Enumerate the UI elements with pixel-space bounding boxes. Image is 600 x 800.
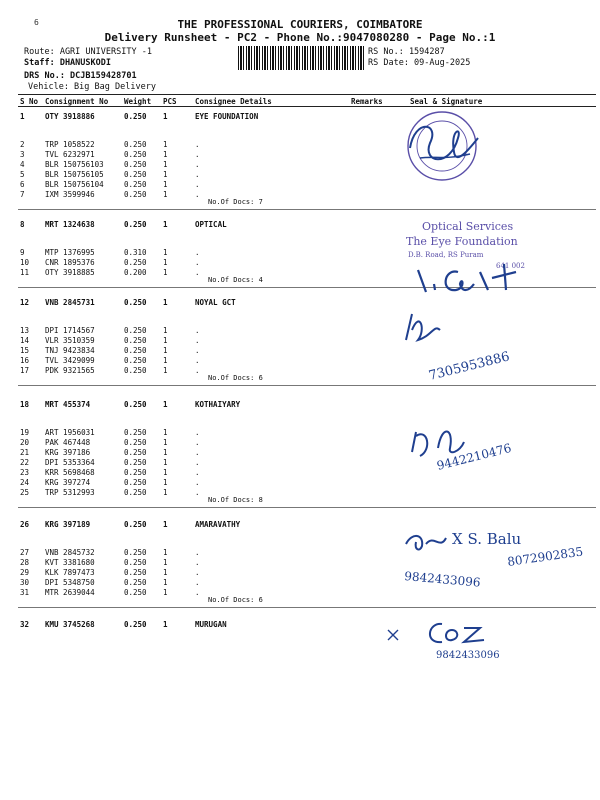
sno-cell: 1 <box>20 112 25 121</box>
vehicle-label: Vehicle: Big Bag Delivery <box>28 82 156 92</box>
consignee-cell: . <box>195 356 200 365</box>
weight-cell: 0.250 <box>124 548 147 557</box>
sno-cell: 21 <box>20 448 30 457</box>
weight-cell: 0.250 <box>124 190 147 199</box>
col-consignee: Consignee Details <box>195 97 272 106</box>
docs-count: No.Of Docs: 6 <box>208 374 263 382</box>
signature-3-phone: 7305953886 <box>427 349 512 384</box>
consignee-cell: . <box>195 588 200 597</box>
consignee-cell: . <box>195 268 200 277</box>
consignee-cell: MURUGAN <box>195 620 227 629</box>
sno-cell: 31 <box>20 588 30 597</box>
rs-date: RS Date: 09-Aug-2025 <box>368 58 471 68</box>
optical-stamp-line3: D.B. Road, RS Puram <box>408 251 484 259</box>
weight-cell: 0.250 <box>124 478 147 487</box>
consignment-cell: MRT 1324638 <box>45 220 95 229</box>
consignee-cell: . <box>195 170 200 179</box>
col-consignment: Consignment No <box>45 97 109 106</box>
consignment-cell: PAK 467448 <box>45 438 91 447</box>
pcs-cell: 1 <box>163 298 168 307</box>
weight-cell: 0.250 <box>124 448 147 457</box>
sno-cell: 20 <box>20 438 30 447</box>
table-row <box>0 190 600 200</box>
consignment-cell: BLR 150756105 <box>45 170 104 179</box>
sno-cell: 3 <box>20 150 25 159</box>
signature-5-name: X S. Balu <box>452 530 522 548</box>
sno-cell: 11 <box>20 268 30 277</box>
consignee-cell: . <box>195 578 200 587</box>
consignee-cell: . <box>195 448 200 457</box>
docs-count: No.Of Docs: 6 <box>208 596 263 604</box>
pcs-cell: 1 <box>163 160 168 169</box>
weight-cell: 0.250 <box>124 400 147 409</box>
consignment-cell: TVL 3429099 <box>45 356 95 365</box>
sno-cell: 6 <box>20 180 25 189</box>
pcs-cell: 1 <box>163 588 168 597</box>
pcs-cell: 1 <box>163 190 168 199</box>
consignee-cell: . <box>195 548 200 557</box>
consignment-cell: VNB 2845731 <box>45 298 95 307</box>
sno-cell: 13 <box>20 326 30 335</box>
pcs-cell: 1 <box>163 458 168 467</box>
consignee-cell: . <box>195 558 200 567</box>
consignee-cell: . <box>195 160 200 169</box>
sno-cell: 9 <box>20 248 25 257</box>
header-rule-bottom <box>18 106 596 107</box>
weight-cell: 0.310 <box>124 248 147 257</box>
consignee-cell: NOYAL GCT <box>195 298 236 307</box>
drs-label: DRS No.: DCJB159428701 <box>24 71 137 81</box>
optical-stamp-line1: Optical Services <box>422 220 514 233</box>
weight-cell: 0.250 <box>124 578 147 587</box>
sno-cell: 15 <box>20 346 30 355</box>
consignee-cell: . <box>195 366 200 375</box>
sno-cell: 18 <box>20 400 30 409</box>
consignment-cell: VNB 2845732 <box>45 548 95 557</box>
weight-cell: 0.250 <box>124 298 147 307</box>
weight-cell: 0.250 <box>124 112 147 121</box>
pcs-cell: 1 <box>163 400 168 409</box>
consignee-cell: EYE FOUNDATION <box>195 112 259 121</box>
weight-cell: 0.250 <box>124 356 147 365</box>
pcs-cell: 1 <box>163 578 168 587</box>
pcs-cell: 1 <box>163 568 168 577</box>
consignee-cell: AMARAVATHY <box>195 520 241 529</box>
weight-cell: 0.250 <box>124 346 147 355</box>
consignment-cell: IXM 3599946 <box>45 190 95 199</box>
pcs-cell: 1 <box>163 346 168 355</box>
sno-cell: 30 <box>20 578 30 587</box>
group-separator <box>18 209 596 210</box>
consignee-cell: . <box>195 468 200 477</box>
col-remarks: Remarks <box>351 97 383 106</box>
weight-cell: 0.250 <box>124 180 147 189</box>
weight-cell: 0.250 <box>124 336 147 345</box>
pcs-cell: 1 <box>163 478 168 487</box>
stamp-signature-1 <box>380 108 500 188</box>
pcs-cell: 1 <box>163 468 168 477</box>
consignment-cell: MRT 455374 <box>45 400 91 409</box>
table-row <box>0 488 600 498</box>
pcs-cell: 1 <box>163 140 168 149</box>
pcs-cell: 1 <box>163 248 168 257</box>
group-separator <box>18 507 596 508</box>
pcs-cell: 1 <box>163 170 168 179</box>
sno-cell: 19 <box>20 428 30 437</box>
signature-6-phone: 9842433096 <box>436 650 500 661</box>
col-pcs: PCS <box>163 97 177 106</box>
pcs-cell: 1 <box>163 438 168 447</box>
sno-cell: 26 <box>20 520 30 529</box>
sno-cell: 10 <box>20 258 30 267</box>
pcs-cell: 1 <box>163 428 168 437</box>
pcs-cell: 1 <box>163 220 168 229</box>
weight-cell: 0.250 <box>124 170 147 179</box>
weight-cell: 0.250 <box>124 558 147 567</box>
consignment-cell: DPI 5348750 <box>45 578 95 587</box>
pcs-cell: 1 <box>163 112 168 121</box>
consignee-cell: . <box>195 140 200 149</box>
pcs-cell: 1 <box>163 326 168 335</box>
consignee-cell: . <box>195 150 200 159</box>
weight-cell: 0.250 <box>124 326 147 335</box>
consignee-cell: . <box>195 478 200 487</box>
table-row <box>0 150 600 160</box>
col-seal-signature: Seal & Signature <box>410 97 483 106</box>
optical-stamp-signature <box>396 218 546 298</box>
consignment-cell: MTR 2639044 <box>45 588 95 597</box>
docs-count: No.Of Docs: 8 <box>208 496 263 504</box>
consignment-cell: ART 1956031 <box>45 428 95 437</box>
consignee-cell: . <box>195 568 200 577</box>
pcs-cell: 1 <box>163 558 168 567</box>
pcs-cell: 1 <box>163 620 168 629</box>
weight-cell: 0.250 <box>124 520 147 529</box>
consignment-cell: DPI 1714567 <box>45 326 95 335</box>
sno-cell: 2 <box>20 140 25 149</box>
sno-cell: 16 <box>20 356 30 365</box>
consignment-cell: MTP 1376995 <box>45 248 95 257</box>
consignment-cell: KMU 3745268 <box>45 620 95 629</box>
consignment-cell: KRG 397274 <box>45 478 91 487</box>
barcode <box>238 46 364 70</box>
weight-cell: 0.250 <box>124 366 147 375</box>
table-row <box>0 160 600 170</box>
sno-cell: 27 <box>20 548 30 557</box>
sno-cell: 25 <box>20 488 30 497</box>
group-separator <box>18 607 596 608</box>
consignee-cell: . <box>195 190 200 199</box>
sno-cell: 12 <box>20 298 30 307</box>
weight-cell: 0.250 <box>124 428 147 437</box>
col-weight: Weight <box>124 97 152 106</box>
docs-count: No.Of Docs: 7 <box>208 198 263 206</box>
company-title: THE PROFESSIONAL COURIERS, COIMBATORE <box>177 18 423 31</box>
consignee-cell: . <box>195 336 200 345</box>
signature-6 <box>380 614 550 674</box>
weight-cell: 0.250 <box>124 258 147 267</box>
consignment-cell: KRG 397186 <box>45 448 91 457</box>
weight-cell: 0.250 <box>124 468 147 477</box>
staff-label: Staff: DHANUSKODI <box>24 58 111 68</box>
consignment-cell: CNR 1895376 <box>45 258 95 267</box>
sno-cell: 17 <box>20 366 30 375</box>
signature-4 <box>398 412 548 482</box>
weight-cell: 0.200 <box>124 268 147 277</box>
consignment-cell: KRR 5698468 <box>45 468 95 477</box>
table-row <box>0 180 600 190</box>
docs-count: No.Of Docs: 4 <box>208 276 263 284</box>
consignee-cell: . <box>195 458 200 467</box>
table-row <box>0 140 600 150</box>
signature-5 <box>396 520 596 600</box>
consignment-cell: VLR 3510359 <box>45 336 95 345</box>
consignment-cell: DPI 5353364 <box>45 458 95 467</box>
pcs-cell: 1 <box>163 488 168 497</box>
sno-cell: 5 <box>20 170 25 179</box>
col-sno: S No <box>20 97 39 106</box>
consignment-cell: TRP 5312993 <box>45 488 95 497</box>
runsheet-subtitle: Delivery Runsheet - PC2 - Phone No.:9047080280 - Page No.:1 <box>104 31 496 44</box>
pcs-cell: 1 <box>163 548 168 557</box>
pcs-cell: 1 <box>163 520 168 529</box>
consignment-cell: PDK 9321565 <box>45 366 95 375</box>
weight-cell: 0.250 <box>124 620 147 629</box>
signature-5-phone-a: 8072902835 <box>506 544 585 569</box>
pcs-cell: 1 <box>163 268 168 277</box>
weight-cell: 0.250 <box>124 220 147 229</box>
table-row <box>0 400 600 410</box>
consignment-cell: KVT 3381680 <box>45 558 95 567</box>
weight-cell: 0.250 <box>124 588 147 597</box>
consignee-cell: . <box>195 258 200 267</box>
pcs-cell: 1 <box>163 336 168 345</box>
consignment-cell: TVL 6232971 <box>45 150 95 159</box>
consignment-cell: BLR 150756103 <box>45 160 104 169</box>
corner-mark: 6 <box>34 18 39 27</box>
sno-cell: 8 <box>20 220 25 229</box>
signature-3 <box>392 300 522 390</box>
weight-cell: 0.250 <box>124 160 147 169</box>
weight-cell: 0.250 <box>124 438 147 447</box>
optical-stamp-line2: The Eye Foundation <box>406 235 518 248</box>
weight-cell: 0.250 <box>124 140 147 149</box>
sno-cell: 22 <box>20 458 30 467</box>
consignment-cell: TNJ 9423834 <box>45 346 95 355</box>
sno-cell: 29 <box>20 568 30 577</box>
weight-cell: 0.250 <box>124 458 147 467</box>
sno-cell: 23 <box>20 468 30 477</box>
consignee-cell: . <box>195 248 200 257</box>
header-rule-top <box>18 94 596 95</box>
signature-4-phone: 9442210476 <box>435 440 513 473</box>
pcs-cell: 1 <box>163 150 168 159</box>
pcs-cell: 1 <box>163 366 168 375</box>
consignment-cell: BLR 150756104 <box>45 180 104 189</box>
consignment-cell: OTY 3918885 <box>45 268 95 277</box>
pcs-cell: 1 <box>163 180 168 189</box>
consignment-cell: TRP 1058522 <box>45 140 95 149</box>
sno-cell: 32 <box>20 620 30 629</box>
pcs-cell: 1 <box>163 356 168 365</box>
consignee-cell: . <box>195 488 200 497</box>
pcs-cell: 1 <box>163 448 168 457</box>
table-row <box>0 112 600 122</box>
consignee-cell: . <box>195 438 200 447</box>
signature-5-phone-b: 9842433096 <box>403 569 482 590</box>
weight-cell: 0.250 <box>124 568 147 577</box>
table-row <box>0 170 600 180</box>
sno-cell: 28 <box>20 558 30 567</box>
consignee-cell: . <box>195 180 200 189</box>
sno-cell: 7 <box>20 190 25 199</box>
sno-cell: 4 <box>20 160 25 169</box>
consignee-cell: . <box>195 326 200 335</box>
route-label: Route: AGRI UNIVERSITY -1 <box>24 47 152 57</box>
weight-cell: 0.250 <box>124 150 147 159</box>
optical-stamp-line4: 641 002 <box>496 262 525 270</box>
consignment-cell: OTY 3918886 <box>45 112 95 121</box>
rs-number: RS No.: 1594287 <box>368 47 445 57</box>
consignment-cell: KLK 7897473 <box>45 568 95 577</box>
sno-cell: 14 <box>20 336 30 345</box>
consignee-cell: KOTHAIYARY <box>195 400 241 409</box>
consignment-cell: KRG 397189 <box>45 520 91 529</box>
consignee-cell: . <box>195 428 200 437</box>
sno-cell: 24 <box>20 478 30 487</box>
consignee-cell: OPTICAL <box>195 220 227 229</box>
weight-cell: 0.250 <box>124 488 147 497</box>
consignee-cell: . <box>195 346 200 355</box>
pcs-cell: 1 <box>163 258 168 267</box>
